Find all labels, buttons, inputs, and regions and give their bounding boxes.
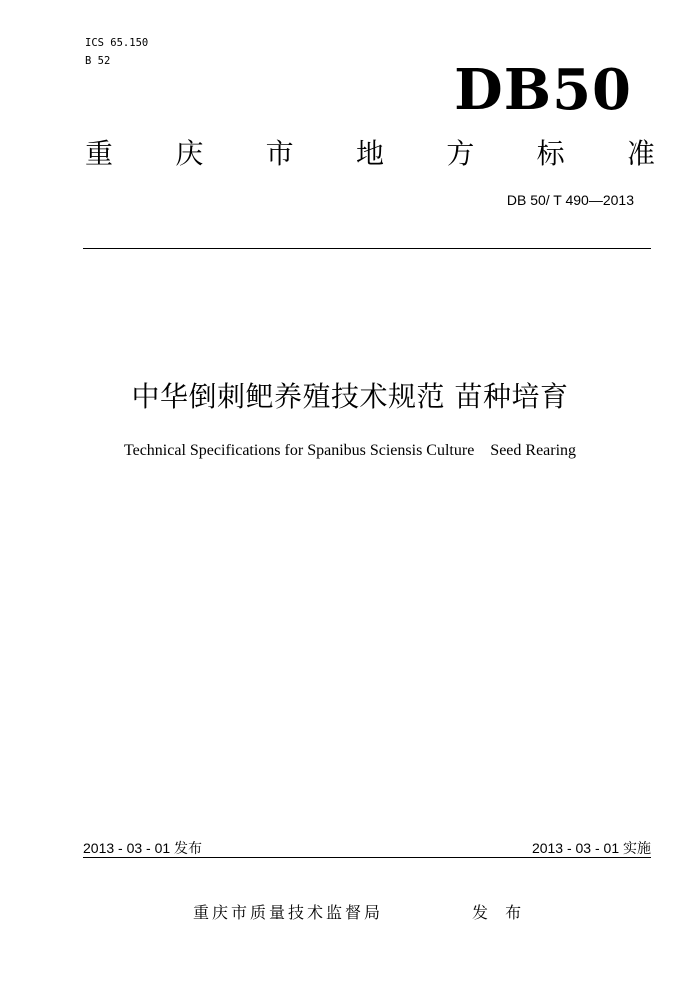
standard-type-heading — [85, 136, 655, 172]
ics-code: ICS 65.150 — [85, 37, 149, 49]
header-divider — [83, 248, 651, 249]
standard-type-char: 标 — [536, 137, 565, 170]
classification-code: B 52 — [85, 55, 111, 67]
issuing-authority: 重庆市质量技术监督局 — [193, 903, 384, 922]
footer-divider — [83, 857, 651, 858]
standard-type-char: 准 — [626, 137, 655, 170]
standard-type-char: 地 — [355, 137, 384, 170]
standard-type-char: 庆 — [175, 137, 204, 170]
document-title-chinese: 中华倒刺鲃养殖技术规范 苗种培育 — [131, 380, 569, 413]
document-title-english: Technical Specifications for Spanibus Sciensis Culture Seed Rearing — [123, 442, 577, 459]
standard-code: DB 50/ T 490—2013 — [506, 192, 634, 208]
standard-type-char: 重 — [85, 137, 114, 170]
standard-type-char: 方 — [446, 137, 475, 170]
issue-date: 2013 - 03 - 01 发布 — [83, 840, 203, 856]
implementation-date: 2013 - 03 - 01 实施 — [531, 840, 651, 856]
standard-type-char: 市 — [265, 137, 294, 170]
issue-label: 发 布 — [472, 903, 528, 922]
standard-logo: DB50 — [454, 57, 632, 123]
